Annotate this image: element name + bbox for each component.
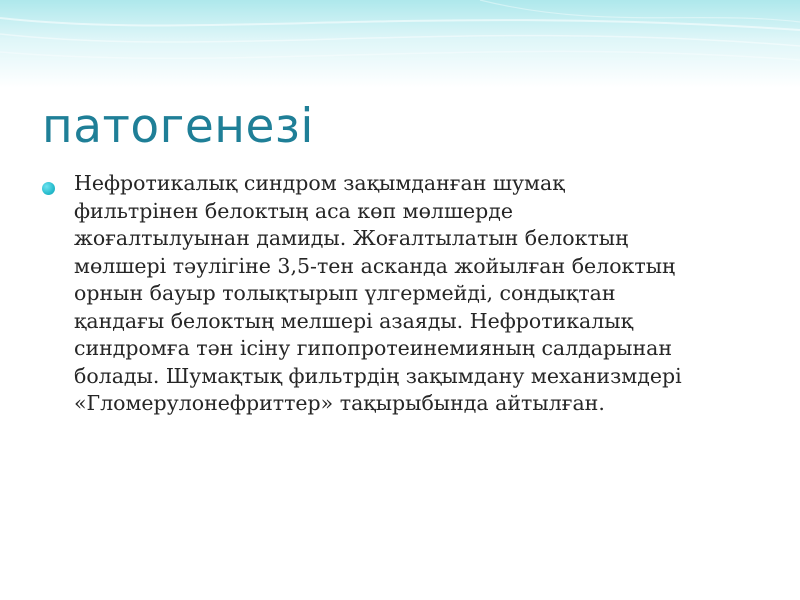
- bullet-dot-icon: [42, 182, 55, 195]
- wave-decoration-icon: [0, 0, 800, 88]
- bullet-item: [40, 170, 775, 418]
- bullet-text: Нефротикалық синдром зақымданған шумақ фильтрінен белоктың аса көп мөлшерде жоғалтылуынан дамиды. Жоғалтылатын белоктың мөлшері тәулігіне 3,5-тен асканда жойылған белоктың орнын бауыр толықтырып үлгермейді, сондықтан қандағы белоктың мелшері азаяды. Нефротикалық синдромға тән ісіну гипопротеинемияның салдарынан болады. Шумақтық фильтрдің зақымдану механизмдері «Гломерулонефриттер» тақырыбында айтылған.: [74, 171, 682, 415]
- header-decoration: [0, 0, 800, 88]
- slide-title: патогенезі: [42, 99, 314, 154]
- bullet-list: [40, 170, 775, 418]
